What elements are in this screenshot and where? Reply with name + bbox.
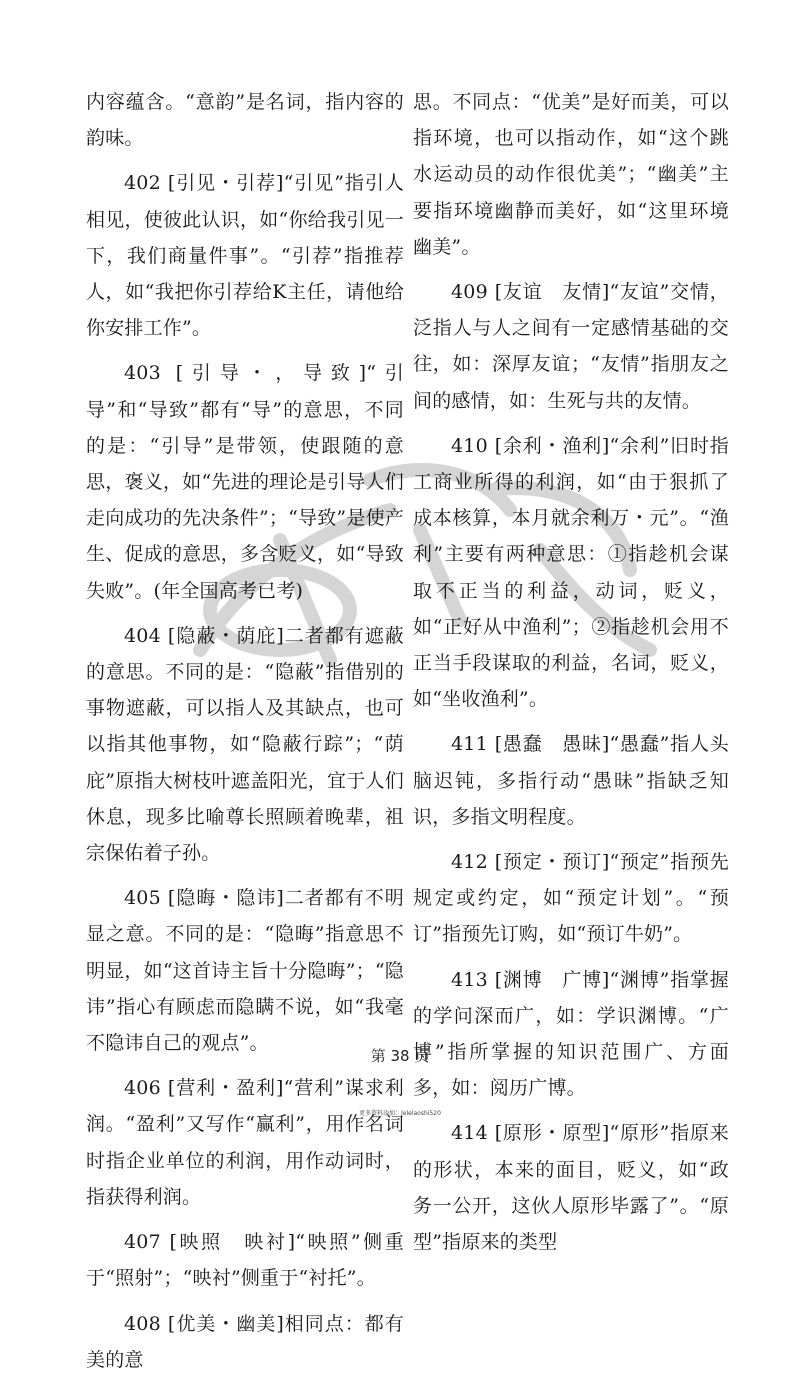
paragraph: 内容蕴含。“意韵”是名词，指内容的韵味。 (86, 91, 404, 150)
entry-411: 411 [愚蠢 愚昧]“愚蠢”指人头脑迟钝，多指行动“愚昧”指缺乏知识，多指文明程度。 (413, 733, 729, 828)
entry-402: 402 [引见・引荐]“引见”指引人相见，使彼此认识，如“你给我引见一下，我们商量件事”。“引荐”指推荐人，如“我把你引荐给K主任，请他给你安排工作”。 (86, 172, 404, 340)
entry-412: 412 [预定・预订]“预定”指预先规定或约定，如“预定计划”。“预订”指预先订购，如“预订牛奶”。 (413, 851, 729, 946)
entry-405: 405 [隐晦・隐讳]二者都有不明显之意。不同的是：“隐晦”指意思不明显，如“这首诗主旨十分隐晦”；“隐讳”指心有顾虑而隐瞒不说，如“我毫不隐讳自己的观点”。 (86, 887, 404, 1055)
left-text-column (86, 84, 404, 1387)
right-text-column (413, 84, 729, 1269)
footer-note: 更多资料添加：lelelaoshi520 (359, 1110, 441, 1117)
entry-406: 406 [营利・盈利]“营利”谋求利润。“盈利”又写作“赢利”，用作名词时指企业单位的利润，用作动词时，指获得利润。 (86, 1077, 404, 1208)
page-number: 第 38 页 (370, 1047, 430, 1065)
entry-407: 407 [映照 映衬]“映照”侧重于“照射”；“映衬”侧重于“衬托”。 (86, 1231, 404, 1290)
paragraph: 思。不同点：“优美”是好而美，可以指环境，也可以指动作，如“这个跳水运动员的动作很优美”；“幽美”主要指环境幽静而美好，如“这里环境幽美”。 (413, 91, 729, 258)
entry-413: 413 [渊博 广博]“渊博”指掌握的学问深而广，如：学识渊博。“广博”指所掌握的知识范围广、方面多，如：阅历广博。 (413, 968, 729, 1100)
entry-408: 408 [优美・幽美]相同点：都有美的意 (86, 1312, 404, 1371)
entry-409: 409 [友谊 友情]“友谊”交情，泛指人与人之间有一定感情基础的交往，如：深厚友谊；“友情”指朋友之间的感情，如：生死与共的友情。 (413, 281, 729, 412)
entry-404: 404 [隐蔽・荫庇]二者都有遮蔽的意思。不同的是：“隐蔽”指借别的事物遮蔽，可以指人及其缺点，也可以指其他事物，如“隐蔽行踪”；“荫庇”原指大树枝叶遮盖阳光，宜于人们休息，现多比喻尊长照顾着晚辈，祖宗保佑着子孙。 (86, 624, 404, 865)
entry-403: 403 [引导・，导致]“引导”和“导致”都有“导”的意思，不同的是：“引导”是带领，使跟随的意思，褒义，如“先进的理论是引导人们走向成功的先决条件”；“导致”是使产生、促成的意思，多含贬义，如“导致失败”。(年全国高考已考) (86, 362, 404, 602)
entry-410: 410 [余利・渔利]“余利”旧时指工商业所得的利润，如“由于狠抓了成本核算，本月就余利万・元”。“渔利”主要有两种意思：①指趁机会谋取不正当的利益，动词，贬义，如“正好从中渔利”；②指趁机会用不正当手段谋取的利益，名词，贬义，如“坐收渔利”。 (413, 434, 729, 711)
entry-414: 414 [原形・原型]“原形”指原来的形状，本来的面目，贬义，如“政务一公开，这伙人原形毕露了”。“原型”指原来的类型 (413, 1122, 729, 1254)
